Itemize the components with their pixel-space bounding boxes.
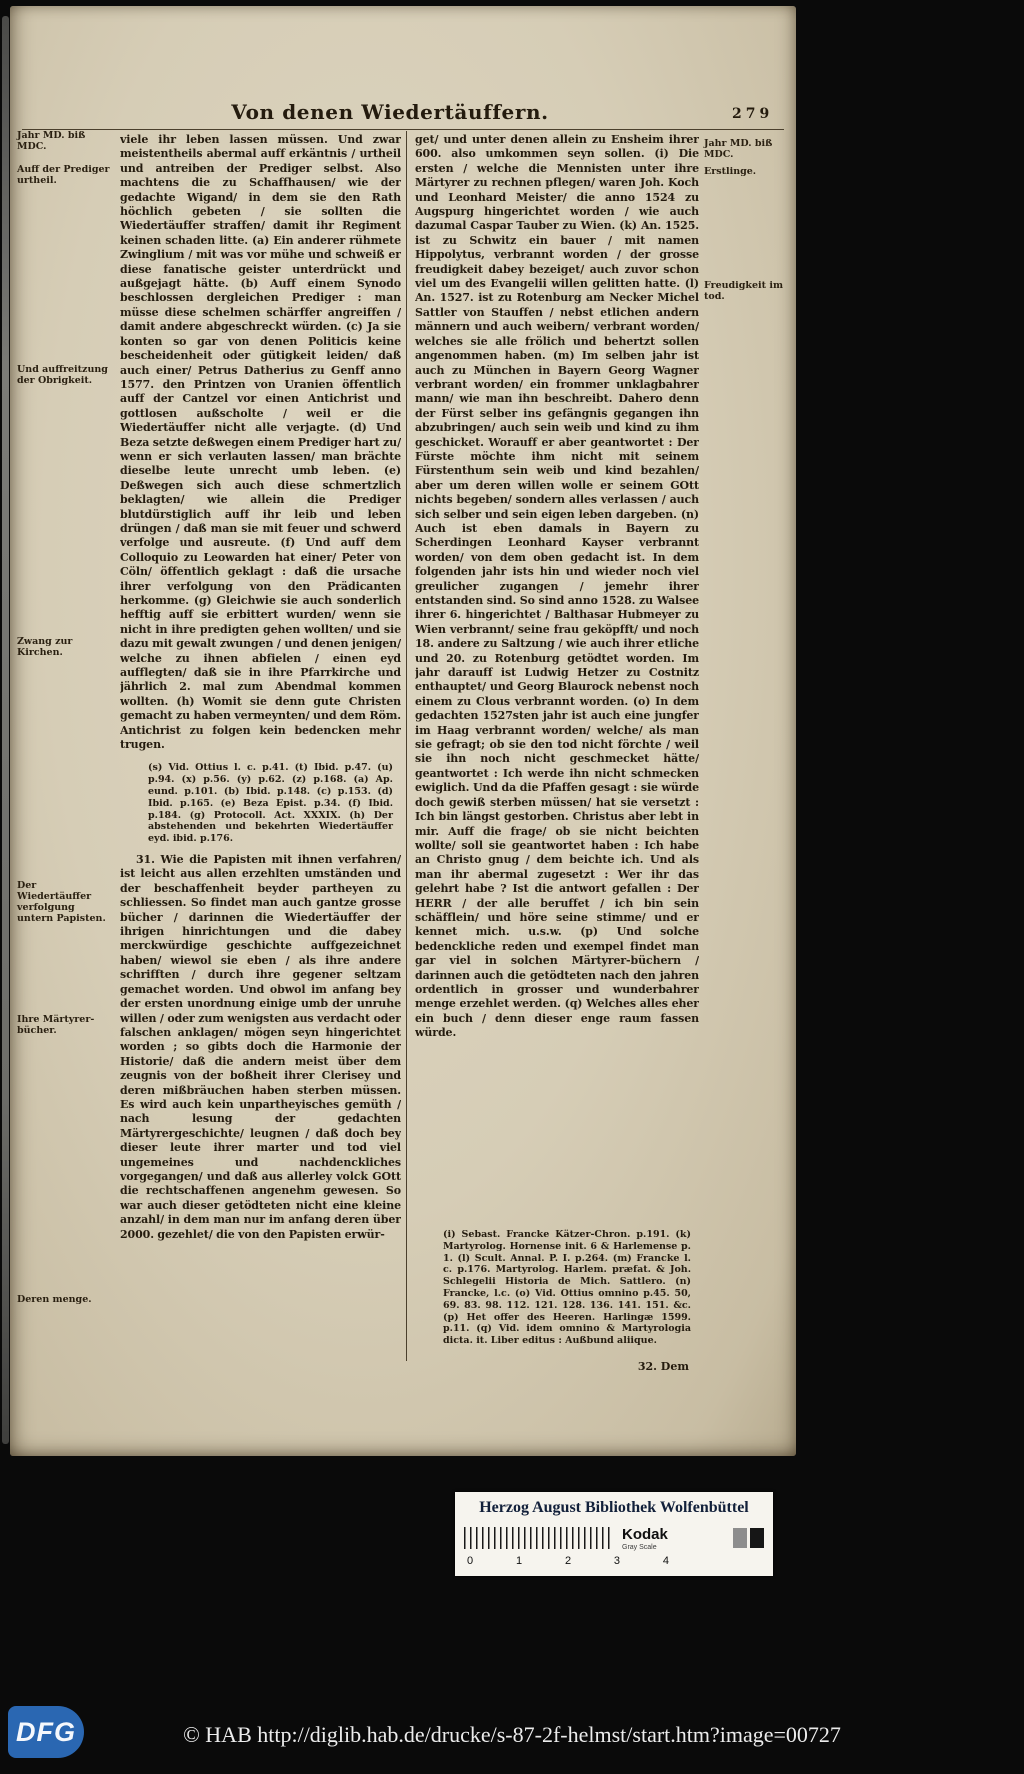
kodak-wordmark: [622, 1526, 668, 1551]
margin-note: Auff der Prediger urtheil.: [17, 164, 110, 186]
gray-patches: [733, 1528, 764, 1548]
gray-patch-icon: [733, 1528, 747, 1548]
library-label-card: [455, 1492, 773, 1576]
body-paragraph: viele ihr leben lassen müssen. Und zwar meistentheils abermal auff erkäntnis / urtheil und antreiben der Prediger selbst. Also machtens die zu Schaffhausen/ wie der gedachte Wigand/ in dem sie den Rath höchlich gebeten / sie sollten die Wiedertäuffer straffen/ damit ihr Regiment keinen schaden litte. (a) Ein anderer rühmete Zwinglium / mit was vor mühe und schweiß er diese fanatische geister unterdrückt und außgejagt hätte. (b) Auff einem Synodo beschlossen dergleichen Prediger : man müsse diese schelmen schärffer angreiffen / damit andere abgeschreckt würden. (c) Ja sie konten so gar von denen Politicis keine bescheidenheit oder gütigkeit leiden/ daß auch einer/ Petrus Datherius zu Genff anno 1577. den Printzen von Uranien öffentlich auff der Cantzel vor einen Antichrist und gottlosen außscholte / weil er die Wiedertäuffer nicht alle verjagte. (d) Und Beza setzte deßwegen einem Prediger hart zu/ wenn er sich verlauten lassen/ man brächte dieselbe leute unrecht umb leben. (e) Deßwegen sich auch diese schmertzlich beklagten/ wie allein die Prediger blutdürstiglich auff ihr leib und leben drüngen / daß man sie mit feuer und schwerd verfolge und ausreute. (f) Und auff dem Colloquio zu Leowarden hat einer/ Peter von Cöln/ öffentlich geklagt : daß die ursache ihrer verfolgung von den Prädicanten herkomme. (g) Gleichwie sie auch sonderlich hefftig auff sie erbittert wurden/ wenn sie nicht in ihre predigten gehen wollten/ und sie dazu mit gewalt zwungen / und denen jenigen/ welche zu ihnen abfielen / einen eyd aufflegten/ daß sie in ihre Pfarrkirche und jährlich 2. mal zum Abendmal kommen wollten. (h) Womit sie denn gute Christen gemacht zu haben vermeynten/ und dem Röm. Antichrist zu folgen kein bedencken mehr trugen.: [120, 133, 401, 752]
kodak-subtitle-label: Gray Scale: [622, 1543, 657, 1551]
margin-note: Freudigkeit im tod.: [704, 280, 784, 302]
body-paragraph: 31. Wie die Papisten mit ihnen verfahren/ ist leicht aus allen erzehlten umständen und der beschaffenheit beyder partheyen zu schliessen. So findet man auch gantze grosse bücher / darinnen die Wiedertäuffer der ihrigen hinrichtungen und die dabey merckwürdige geschichte auffgezeichnet haben/ wiewol sie eben / als ihre andere schrifften / durch ihre gegener seltzam gemachet worden. Und obwol im anfang bey der ersten unordnung einige umb der unruhe willen / oder zum wenigsten aus verdacht oder falschen anklagen/ mögen seyn hingerichtet worden ; so gibts doch die Harmonie der Historie/ daß die andern meist über dem zeugnis von der boßheit ihrer Clerisey und deren mißbräuchen haben sterben müssen. Es wird auch kein unpartheyisches gemüth / nach lesung der gedachten Märtyrergeschichte/ leugnen / daß doch bey dieser leute ihrer marter und tod viel ungemeines und nachdenckliches vorgegangen/ und daß aus allerley volck GOtt die rechtschaffenen angenehm gewesen. So war auch dieser getödteten nicht eine kleine anzahl/ in dem man nur im anfang deren über 2000. gezehlet/ die von den Papisten erwür-: [120, 853, 401, 1241]
text-column-right: [415, 133, 699, 1373]
margin-note: Erstlinge.: [704, 166, 757, 177]
scale-number: 0: [467, 1555, 474, 1567]
copyright-source-line: © HAB http://diglib.hab.de/drucke/s-87-2f-helmst/start.htm?image=00727: [183, 1722, 841, 1747]
library-name: Herzog August Bibliothek Wolfenbüttel: [479, 1499, 749, 1516]
scale-number: 3: [613, 1555, 621, 1567]
text-column-left: [120, 133, 401, 1359]
margin-note: Zwang zur Kirchen.: [17, 636, 73, 658]
running-header: Von denen Wiedertäuffern.: [231, 100, 549, 124]
scale-number: 2: [564, 1555, 572, 1567]
header-rule: [22, 129, 784, 130]
footnote-block: (s) Vid. Ottius l. c. p.41. (t) Ibid. p.47. (u) p.94. (x) p.56. (y) p.62. (z) p.168. (a) Ap. eund. p.101. (b) Ibid. p.148. (c) p.153. (d) Ibid. p.165. (e) Beza Epist. p.34. (f) Ibid. p.184. (g) Protocoll. Act. XXXIX. (h) Der abstehenden und bekehrten Wiedertäuffer eyd. ibid. p.176.: [148, 762, 393, 845]
margin-note: Jahr MD. biß MDC.: [17, 130, 86, 152]
dfg-logo: [8, 1706, 84, 1758]
calibration-ticks-icon: [464, 1527, 612, 1549]
facing-page-edge: [2, 16, 9, 1444]
scale-number: 1: [515, 1555, 523, 1567]
footnote-block: (i) Sebast. Francke Kätzer-Chron. p.191. (k) Martyrolog. Hornense init. 6 & Harlemense p. 1. (l) Scult. Annal. P. I. p.264. (m) Francke l. c. p.176. Martyrolog. Harlem. præfat. & Joh. Schlegelii Historia de Mich. Sattlero. (n) Francke, l.c. (o) Vid. Ottius omnino p.45. 50, 69. 83. 98. 112. 121. 128. 136. 141. 151. &c. (p) Het offer des Heeren. Harlingæ 1599. p.11. (q) Vid. idem omnino & Martyrologia dicta. it. Liber editus : Außbund aliique.: [443, 1229, 691, 1347]
body-paragraph: get/ und unter denen allein zu Ensheim ihrer 600. also umkommen seyn sollen. (i) Die ersten / welche die Mennisten unter ihre Märtyrer zu rechnen pflegen/ waren Joh. Koch und Leonhard Meister/ die anno 1524 zu Augspurg hingerichtet worden / wie auch dazumal Caspar Tauber zu Wien. (k) An. 1525. ist zu Schwitz ein bauer / mit namen Hippolytus, verbrannt worden / der grosse freudigkeit dabey bezeiget/ auch zuvor schon viel um des Evangelii willen gelitten hatte. (l) An. 1527. ist zu Rotenburg am Necker Michel Sattler von Stauffen / nebst etlichen andern männern und auch weibern/ verbrant worden/ welches sie alle frölich und behertzt sollen angenommen haben. (m) Im selben jahr ist auch zu München in Bayern Georg Wagner verbrant worden/ ein frommer unklagbahrer mann/ wie man ihn beschreibt. Dahero denn der Fürst selber ins gefängnis gegangen ihn abzubringen/ auch sein weib und kind zu ihm geschicket. Worauff er aber geantwortet : Der Fürste möchte ihm nicht mit seinem Fürstenthum sein weib und kind bezahlen/ aber um deren willen wolle er seinem GOtt nichts begeben/ sondern alles verlassen / auch sich selber und sein eigen leben dargeben. (n) Auch ist eben damals in Bayern zu Scherdingen Leonhard Kayser verbrannt worden/ von dem oben gedacht ist. In dem folgenden jahr ists hin und wieder noch viel greulicher zugangen / jemehr ihrer entstanden sind. So sind anno 1528. zu Walsee ihrer 6. hingerichtet / Balthasar Hubmeyer zu Wien verbrannt/ seine frau geköpfft/ und noch 18. andere zu Saltzung / wie auch ihrer etliche und 20. zu Rotenburg getödtet worden. Im jahr darauff ist Ludwig Hetzer zu Costnitz enthauptet/ und Georg Blaurock nebenst noch einem zu Clous verbrannt worden. (o) In dem gedachten 1527sten jahr ist auch eine jungfer im Haag verbrannt worden/ welche/ als man sie gefragt; ob sie den tod nicht förchte / weil sie ihn noch nicht geschmecket hätte/ geantwortet : Ich werde ihn nicht schmecken ewiglich. Und da die Pfaffen gesagt : sie würde doch gewiß sterben müssen/ hat sie versetzt : Ich bin längst gestorben. Christus aber lebt in mir. Auff die frage/ ob sie nicht beichten wollte/ soll sie geantwortet haben : Ich habe an Christo gnug / dem beichte ich. Und als man ihr abermal zugesetzt : Wer ihr das gelehrt habe ? Ist die antwort gefallen : Der HERR / der alle beruffet / ich bin sein schäfflein/ und höre seine stimme/ und er kennet mich. u.s.w. (p) Und solche bedenckliche reden und exempel findet man gar viel in solchen Märtyrer-büchern / darinnen auch die getödteten nach den jahren ordentlich in grosser und wunderbahrer menge erzehlet werden. (q) Welches alles eher ein buch / denn dieser enge raum fassen würde.: [415, 133, 699, 1040]
margin-note: Jahr MD. biß MDC.: [704, 138, 773, 160]
scale-number-row: [455, 1552, 669, 1567]
page-scan: [10, 6, 796, 1456]
margin-note: Ihre Märtyrer-bücher.: [17, 1014, 95, 1036]
page-number: 279: [732, 106, 774, 122]
scale-number: 4: [662, 1555, 669, 1567]
margin-note: Deren menge.: [17, 1294, 92, 1305]
dfg-logo-text: DFG: [16, 1716, 76, 1747]
kodak-gray-scale: [464, 1524, 764, 1552]
catchword: 32. Dem: [637, 1360, 689, 1373]
margin-note: Und auffreitzung der Obrigkeit.: [17, 364, 108, 386]
column-divider: [406, 131, 407, 1361]
margin-note: Der Wiedertäuffer verfolgung untern Papisten.: [17, 880, 106, 924]
black-patch-icon: [750, 1528, 764, 1548]
kodak-brand-label: Kodak: [622, 1525, 668, 1543]
